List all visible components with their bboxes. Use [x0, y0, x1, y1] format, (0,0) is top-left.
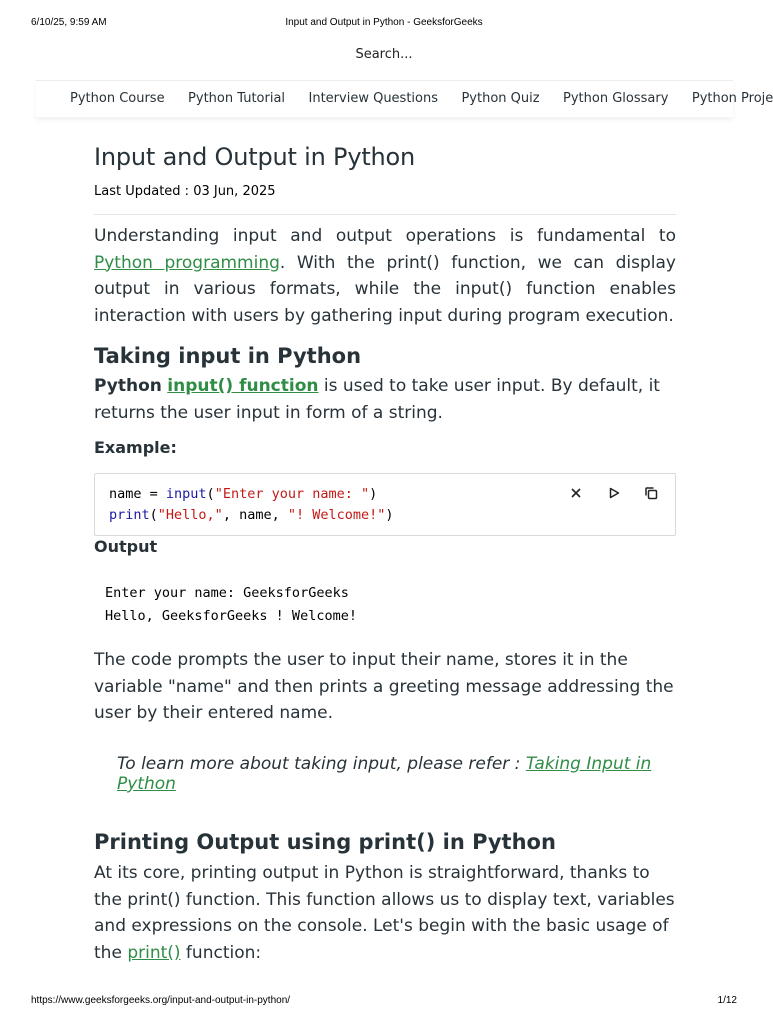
note-callout	[117, 754, 657, 794]
page-title: Input and Output in Python	[94, 143, 416, 171]
intro-text-after: . With the print() function, we can display output in various formats, while the input() function enables interaction with users by gathering input during program execution.	[94, 252, 676, 326]
code-actions	[553, 486, 661, 506]
input-function-link[interactable]: input() function	[167, 376, 319, 396]
run-icon[interactable]	[604, 486, 624, 506]
code-token-string: "Enter your name: "	[214, 486, 370, 502]
code-token: )	[369, 486, 378, 502]
code-line	[109, 486, 377, 502]
output-line: Hello, GeeksforGeeks ! Welcome!	[105, 608, 357, 624]
section-heading-printing-output: Printing Output using print() in Python	[94, 830, 556, 854]
print-date: 6/10/25, 9:59 AM	[31, 17, 107, 28]
print-url: https://www.geeksforgeeks.org/input-and-output-in-python/	[31, 995, 291, 1006]
output-line: Enter your name: GeeksforGeeks	[105, 585, 349, 601]
output-label: Output	[94, 537, 158, 556]
printing-output-text: At its core, printing output in Python is straightforward, thanks to the print() function. This function allows us to display text, variables and expressions on the console. Let's begin with the basic usage of the	[94, 863, 675, 963]
last-updated: Last Updated : 03 Jun, 2025	[94, 184, 276, 199]
printing-output-tail: function:	[180, 942, 262, 963]
python-bold-text: Python	[94, 376, 162, 396]
close-icon[interactable]	[566, 486, 586, 506]
python-programming-link[interactable]: Python programming	[94, 252, 280, 273]
nav-item-python-tutorial[interactable]: Python Tutorial	[188, 91, 286, 106]
code-token: )	[385, 507, 394, 523]
note-text: To learn more about taking input, please refer :	[117, 754, 526, 774]
page-number: 1/12	[717, 995, 737, 1006]
example-label: Example:	[94, 438, 177, 457]
printing-output-paragraph	[94, 860, 676, 966]
input-function-paragraph	[94, 373, 676, 426]
input-function-text: is used to take user input. By default, it returns the user input in form of a string.	[94, 376, 660, 423]
intro-text-before: Understanding input and output operations is fundamental to	[94, 226, 676, 246]
code-token-string: "Hello,"	[157, 507, 223, 523]
explanation-paragraph: The code prompts the user to input their name, stores it in the variable "name" and then prints a greeting message addressing the user by their entered name.	[94, 650, 674, 723]
code-content	[109, 484, 394, 526]
code-token-builtin: input	[165, 486, 207, 502]
search-input[interactable]: Search...	[355, 47, 413, 62]
section-heading-taking-input: Taking input in Python	[94, 344, 362, 368]
code-token-builtin: print	[109, 507, 150, 523]
code-token: , name,	[222, 507, 288, 523]
copy-icon[interactable]	[641, 486, 661, 506]
print-function-link[interactable]: print()	[127, 942, 181, 963]
nav-item-python-glossary[interactable]: Python Glossary	[563, 91, 669, 106]
code-token: (	[206, 486, 215, 502]
output-block	[105, 582, 357, 628]
print-page-title: Input and Output in Python - GeeksforGeeks	[285, 17, 483, 28]
taking-input-link[interactable]: Taking Input in Python	[117, 754, 652, 794]
code-token-string: "! Welcome!"	[287, 507, 386, 523]
nav-item-python-projects[interactable]: Python Proje	[691, 91, 773, 106]
code-line	[109, 507, 394, 523]
code-block	[94, 473, 676, 536]
code-token: name =	[109, 486, 166, 502]
code-token: (	[149, 507, 158, 523]
divider	[94, 214, 676, 215]
intro-paragraph	[94, 223, 676, 329]
nav-item-interview-questions[interactable]: Interview Questions	[308, 91, 438, 106]
top-nav	[36, 80, 773, 117]
nav-item-python-quiz[interactable]: Python Quiz	[461, 91, 540, 106]
nav-item-python-course[interactable]: Python Course	[70, 91, 165, 106]
